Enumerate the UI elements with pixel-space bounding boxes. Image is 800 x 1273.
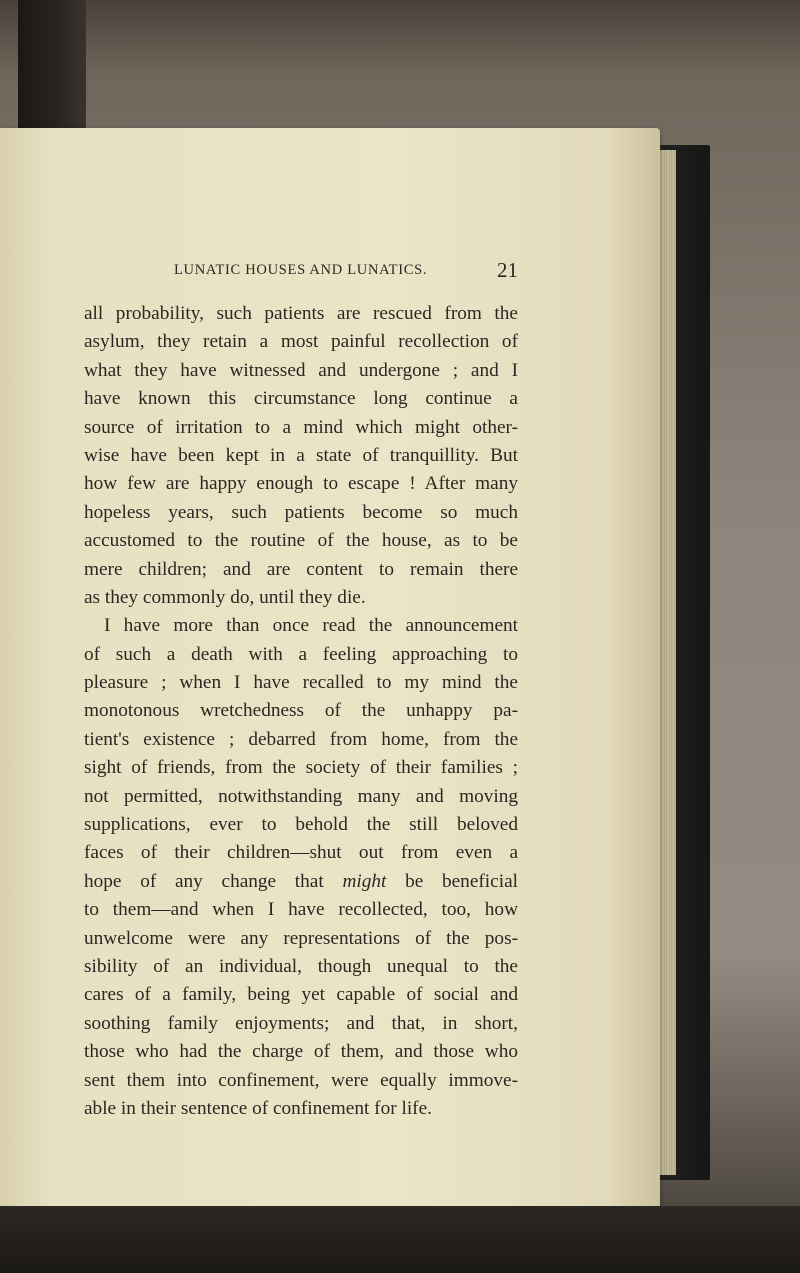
page-number: 21 [497, 258, 518, 282]
text-line-with-italic [84, 868, 518, 896]
text-line: how few are happy enough to escape ! After many [84, 473, 518, 495]
paragraph-end-line: able in their sentence of confinement for life. [84, 1097, 432, 1119]
text-line: those who had the charge of them, and those who [84, 1041, 518, 1063]
text-line: what they have witnessed and undergone ; and I [84, 359, 518, 381]
text-line: mere children; and are content to remain there [84, 558, 518, 580]
text-line: of such a death with a feeling approaching to [84, 643, 518, 665]
text-line: all probability, such patients are rescued from the [84, 303, 518, 324]
text-line: not permitted, notwithstanding many and moving [84, 785, 518, 807]
page-header [84, 258, 518, 288]
text-line: monotonous wretchedness of the unhappy pa- [84, 700, 518, 722]
text-line: cares of a family, being yet capable of social and [84, 984, 518, 1006]
text-line: have known this circumstance long continue a [84, 388, 518, 410]
text-line: hopeless years, such patients become so much [84, 501, 518, 523]
italic-word: might [342, 870, 387, 892]
text-line: faces of their children—shut out from even a [84, 842, 518, 864]
table-shadow [0, 1206, 800, 1273]
text-line: to them—and when I have recollected, too, how [84, 899, 518, 921]
text-line: sight of friends, from the society of their families ; [84, 757, 518, 779]
text-line: asylum, they retain a most painful recollection of [84, 331, 518, 353]
text-line: sibility of an individual, though unequal to the [84, 955, 518, 977]
text-line: unwelcome were any representations of the pos- [84, 927, 518, 949]
paragraph-first-line: I have more than once read the announcement [104, 615, 518, 637]
book-spine [18, 0, 86, 140]
paragraph-end-line: as they commonly do, until they die. [84, 586, 366, 608]
text-line: wise have been kept in a state of tranquillity. But [84, 444, 518, 466]
text-segment: be beneficial [386, 870, 518, 892]
text-line: soothing family enjoyments; and that, in short, [84, 1012, 518, 1034]
text-line: pleasure ; when I have recalled to my mind the [84, 672, 518, 694]
body-text [84, 300, 518, 1123]
text-line: tient's existence ; debarred from home, from the [84, 728, 518, 750]
text-line: accustomed to the routine of the house, as to be [84, 530, 518, 552]
text-line: source of irritation to a mind which might other- [84, 416, 518, 438]
text-line: supplications, ever to behold the still beloved [84, 814, 518, 836]
running-head: LUNATIC HOUSES AND LUNATICS. [174, 262, 428, 278]
text-segment: hope of any change that [84, 870, 343, 892]
text-line: sent them into confinement, were equally immove- [84, 1069, 518, 1091]
